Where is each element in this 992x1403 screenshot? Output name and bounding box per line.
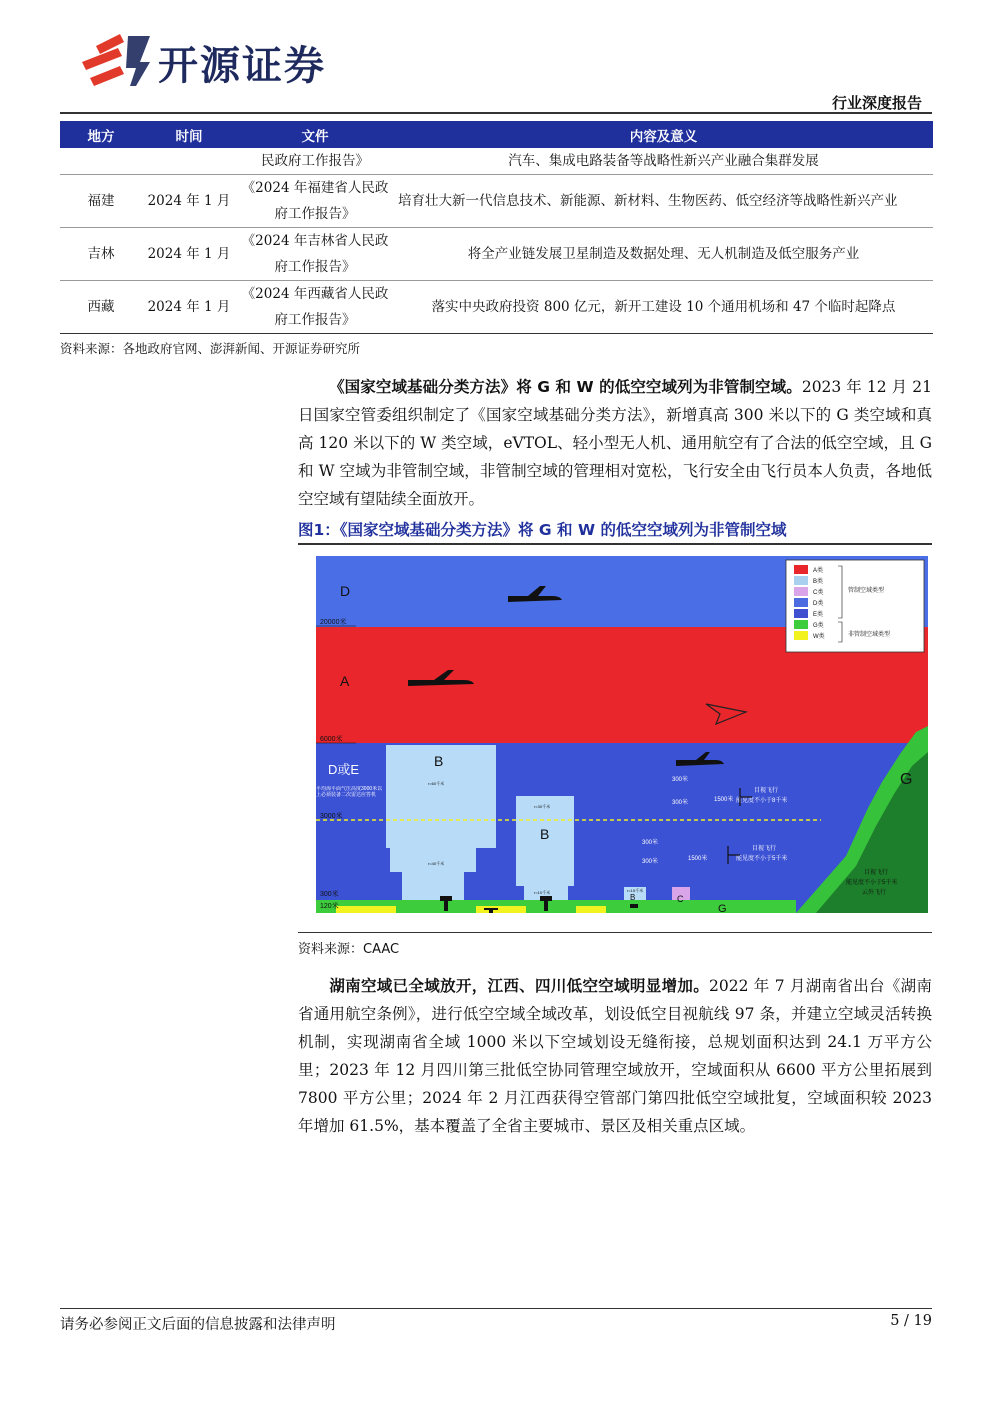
figure-bottom-divider [298,932,932,933]
vfr8-line2: 能见度不小于8千米 [736,798,788,804]
legend-label: B类 [813,579,824,585]
label-de: D或E [328,762,360,777]
policy-table [60,121,933,334]
legend-swatch [794,587,808,596]
table-row [60,281,933,334]
col-date: 时间 [142,121,236,148]
radius-30: r=30千米 [534,804,551,809]
vfr5-line1: 目视飞行 [752,846,777,852]
cell-content: 汽车、集成电路装备等战略性新兴产业融合集群发展 [394,148,933,175]
legend-label: E类 [813,612,824,618]
cell-region [60,148,142,175]
sep-300d: 300米 [642,859,659,865]
label-small-b: B [630,893,636,902]
footer-divider [60,1308,932,1309]
alt-20000: 20000米 [320,619,347,626]
radius-10: r=10千米 [534,890,551,895]
cell-region: 福建 [60,175,142,228]
paragraph-airspace-classification [298,373,932,513]
table-row [60,148,933,175]
cell-content: 将全产业链发展卫星制造及数据处理、无人机制造及低空服务产业 [394,228,933,281]
paragraph-body: 2022 年 7 月湖南省出台《湖南省通用航空条例》，进行低空空域全域改革，划设低空目视航线 97 条，并建立空域灵活转换机制，实现湖南省全域 1000 米以下空域划设无缝衔接，总规划面积达到 24.1 万平方公里；2023 年 12 月四川第三批低空协同管理空域放开，空域面积从 6600 平方公里拓展到 7800 平方公里；2024 年 2 月江西获得空管部门第四批低空空域批复，空域面积较 2023 年增加 61.5%，基本覆盖了全省主要城市、景区及相关重点区域。 [298,977,932,1135]
sep-1500a: 1500米 [714,797,734,803]
cell-region: 西藏 [60,281,142,334]
legend [786,560,924,652]
radius-15: r=15千米 [627,888,644,893]
col-document: 文件 [236,121,394,148]
figure-source: 资料来源：CAAC [298,942,400,957]
legend-group-controlled: 管制空域类型 [848,588,885,594]
label-d: D [340,583,351,599]
cell-region: 吉林 [60,228,142,281]
table-source: 资料来源：各地政府官网、澎湃新闻、开源证券研究所 [60,341,361,356]
radius-40: r=40千米 [428,861,445,866]
legend-label: A类 [813,568,824,574]
legend-swatch [794,598,808,607]
sep-1500b: 1500米 [688,856,708,862]
sep-300a: 300米 [672,777,689,783]
paragraph-body: 2023 年 12 月 21 日国家空管委组织制定了《国家空域基础分类方法》，新增真高 300 米以下的 G 类空域和真高 120 米以下的 W 类空域，eVTOL、轻小型无人机、通用航空有了合法的低空空域，且 G 和 W 空域为非管制空域，非管制空域的管理相对宽松，飞行安全由飞行员本人负责，各地低空空域有望陆续全面放开。 [298,378,932,508]
legend-swatch [794,576,808,585]
cell-content: 培育壮大新一代信息技术、新能源、新材料、生物医药、低空经济等战略性新兴产业 [394,175,933,228]
vfr8-line1: 目视飞行 [754,788,779,794]
alt-3000: 3000米 [320,813,343,820]
label-b2: B [540,826,550,842]
cell-document: 民政府工作报告》 [236,148,394,175]
sep-300b: 300米 [672,800,689,806]
cell-document: 《2024 年吉林省人民政府工作报告》 [236,228,394,281]
legend-label: D类 [813,601,824,607]
cell-document: 《2024 年福建省人民政府工作报告》 [236,175,394,228]
cell-date: 2024 年 1 月 [142,281,236,334]
label-g2: G [718,903,727,915]
label-small-c: C [677,894,684,904]
legend-label: C类 [813,590,824,596]
airspace-diagram [316,556,928,916]
alt-6000: 6000米 [320,736,343,743]
label-g: G [900,771,913,788]
footer-disclaimer: 请务必参阅正文后面的信息披露和法律声明 [60,1317,336,1333]
legend-swatch [794,565,808,574]
col-content: 内容及意义 [394,121,933,148]
figure-top-divider [298,543,932,545]
radius-60: r=60千米 [428,781,445,786]
legend-swatch [794,609,808,618]
header-divider [60,112,932,114]
paragraph-lead: 湖南空域已全域放开，江西、四川低空空域明显增加。 [329,977,710,995]
label-a: A [340,673,350,689]
report-type: 行业深度报告 [831,94,922,112]
legend-group-uncontrolled: 非管制空域类型 [848,632,891,638]
table-header-row [60,121,933,148]
note-transponder: 平均海平面气压高度3000米以上必须装备二次雷达应答机 [316,786,383,798]
table-row [60,175,933,228]
cell-content: 落实中央政府投资 800 亿元，新开工建设 10 个通用机场和 47 个临时起降点 [394,281,933,334]
page-number: 5 / 19 [890,1313,932,1329]
col-region: 地方 [60,121,142,148]
figure-title: 图1：《国家空域基础分类方法》将 G 和 W 的低空空域列为非管制空域 [298,521,787,539]
legend-swatch [794,620,808,629]
vfr5-line2: 能见度不小于5千米 [736,856,788,862]
label-b1: B [434,753,444,769]
paragraph-provincial-airspace [298,972,932,1140]
sep-300c: 300米 [642,840,659,846]
alt-300: 300米 [320,891,339,898]
g-note-1: 目视飞行 [864,870,889,876]
alt-120: 120米 [320,903,339,910]
cell-date [142,148,236,175]
legend-label: W类 [813,634,825,640]
cell-date: 2024 年 1 月 [142,175,236,228]
cell-date: 2024 年 1 月 [142,228,236,281]
cell-document: 《2024 年西藏省人民政府工作报告》 [236,281,394,334]
legend-swatch [794,631,808,640]
g-note-3: 云外飞行 [862,890,887,896]
g-note-2: 能见度不小于5千米 [846,880,898,886]
paragraph-lead: 《国家空域基础分类方法》将 G 和 W 的低空空域列为非管制空域。 [329,378,802,396]
airspace-b-small [516,796,574,913]
table-row [60,228,933,281]
company-logo-text: 开源证券 [158,43,326,89]
legend-label: G类 [813,623,824,629]
